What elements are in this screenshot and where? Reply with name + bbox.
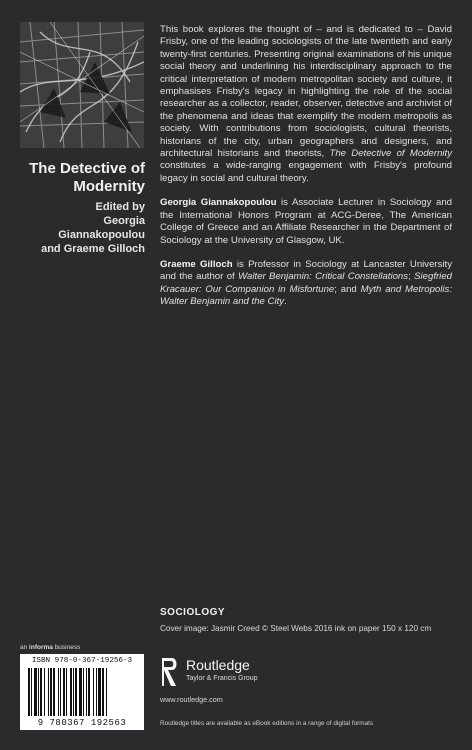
- informa-suffix: business: [52, 644, 81, 651]
- cover-artwork-drawing: [20, 22, 144, 148]
- barcode-bar: [63, 668, 65, 716]
- subject-category: SOCIOLOGY: [160, 607, 226, 618]
- informa-prefix: an: [20, 644, 30, 651]
- bio-2-book-2: Siegfried Kracauer: Our Companion in Misfortune: [160, 271, 452, 295]
- publisher-url: www.routledge.com: [160, 695, 223, 704]
- barcode-bar: [44, 668, 45, 716]
- barcode-bar: [40, 668, 42, 716]
- blurb-description: [160, 24, 452, 185]
- editor-2-bio: [160, 259, 452, 309]
- barcode-bar: [88, 668, 90, 716]
- barcode-block: [20, 654, 144, 730]
- barcode-bar: [66, 668, 67, 716]
- editor-1: Georgia Giannakopoulou: [58, 215, 145, 241]
- publisher-name: Routledge: [186, 657, 250, 673]
- barcode-bar: [98, 668, 101, 716]
- book-title-block: [20, 160, 145, 256]
- bio-2-end: .: [284, 296, 287, 308]
- barcode-bar: [83, 668, 84, 716]
- barcode-bar: [79, 668, 82, 716]
- barcode-bar: [102, 668, 104, 716]
- bio-2-sep-2: ; and: [334, 283, 361, 295]
- barcode-bar: [96, 668, 97, 716]
- barcode-bar: [58, 668, 59, 716]
- editor-2: and Graeme Gilloch: [41, 243, 145, 255]
- bio-1-text: is Associate Lecturer in Sociology and the International Honors Program at ACG-Deree, The American College of Greece and an Affiliate Researcher in the Department of Sociology at the University of Glasgow, UK.: [160, 197, 452, 246]
- publisher-group: Taylor & Francis Group: [186, 675, 258, 682]
- barcode-bar: [93, 668, 94, 716]
- barcode-bar: [106, 668, 107, 716]
- barcode-bar: [31, 668, 32, 716]
- barcode-bar: [34, 668, 37, 716]
- bio-2-book-1: Walter Benjamin: Critical Constellations: [238, 271, 409, 283]
- cover-image-credit: Cover image: Jasmir Creed © Steel Webs 2016 ink on paper 150 x 120 cm: [160, 624, 432, 633]
- book-title-line-2: Modernity: [73, 178, 145, 195]
- editor-1-bio: [160, 197, 452, 247]
- barcode-bar: [86, 668, 87, 716]
- barcode-number: 9 780367 192563: [37, 718, 127, 728]
- back-cover-blurb: [160, 24, 452, 321]
- barcode-bar: [60, 668, 61, 716]
- barcode-bar: [50, 668, 52, 716]
- bio-2-text: is Professor in Sociology at Lancaster University and the author of: [160, 258, 452, 283]
- barcode-bar: [70, 668, 72, 716]
- bio-2-sep-1: ;: [408, 271, 415, 283]
- isbn-text: ISBN 978-0-367-19256-3: [31, 657, 133, 665]
- edited-by-label: Edited by: [95, 201, 145, 213]
- ebook-availability-note: Routledge titles are available as eBook editions in a range of digital formats: [160, 720, 374, 727]
- bio-2-book-3: Myth and Metropolis: Walter Benjamin and the City: [160, 283, 452, 308]
- barcode-bar: [28, 668, 30, 716]
- barcode-bar: [73, 668, 74, 716]
- blurb-title-italic: The Detective of Modernity: [329, 148, 452, 160]
- book-title-line-1: The Detective of: [29, 160, 145, 177]
- bio-2-name: Graeme Gilloch: [160, 258, 233, 270]
- blurb-text-part-1: This book explores the thought of – and is dedicated to – David Frisby, one of the leading sociologists of the late twentieth and early twenty-first centuries. Presenting original examinations of his unique social theory and underlining his interdisciplinary approach to the critical interpretation of modern metropolitan society and culture, it emphasises Frisby's legacy in highlighting the role of the social researcher as a collector, reader, observer, detective and archivist of the phenomena and ideas that exemplify the modern metropolis as society. With contributions from sociologists, cultural theorists, historians of the city, urban geographers and designers, and architectural historians and theorists,: [160, 24, 452, 160]
- bio-1-name: Georgia Giannakopoulou: [160, 197, 277, 209]
- barcode-bar: [53, 668, 55, 716]
- barcode-bar: [48, 668, 49, 716]
- cover-artwork-image: [20, 22, 144, 148]
- routledge-logo-icon: [160, 656, 180, 688]
- barcode-bar: [38, 668, 39, 716]
- informa-business-label: [20, 644, 80, 651]
- barcode-bar: [75, 668, 77, 716]
- informa-brand: informa: [29, 644, 53, 651]
- blurb-text-part-2: constitutes a wide-ranging engagement with Frisby's profound legacy in social and cultural theory.: [160, 160, 452, 184]
